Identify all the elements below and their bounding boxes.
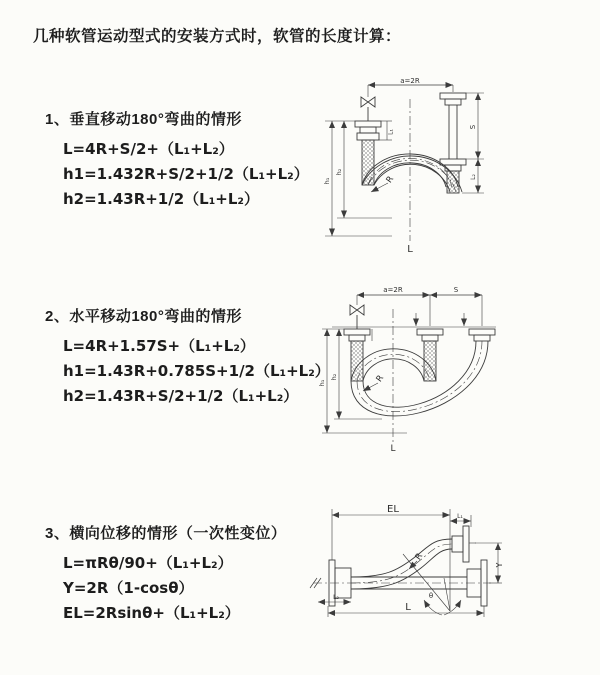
section-horizontal-180: [45, 305, 330, 408]
formula-line: h2=1.43R+S/2+1/2（L₁+L₂）: [63, 387, 299, 405]
right-pipe-fitting: [469, 329, 495, 341]
section-2-heading: 2、水平移动180°弯曲的情形: [45, 308, 242, 325]
dim-label-l1: L₁: [457, 513, 463, 520]
valve-icon: [350, 295, 364, 329]
valve-icon: [361, 85, 375, 121]
upper-right-flange: [452, 526, 476, 562]
hose-small-u: [351, 349, 436, 381]
radius-leader: [363, 383, 378, 391]
dim-label-s: S: [453, 286, 459, 294]
hose-s-curve: [351, 539, 452, 589]
dim-label-l2: L₂: [333, 594, 339, 601]
diagram-horizontal-180-bend: [312, 283, 600, 458]
formula-line: h1=1.432R+S/2+1/2（L₁+L₂）: [63, 165, 309, 183]
dim-h1-h2: [325, 121, 392, 236]
formula-line: L=4R+1.57S+（L₁+L₂）: [63, 337, 255, 355]
dim-label-y: Y: [495, 562, 504, 568]
dim-label-h1: h₁: [318, 379, 326, 387]
section-1-heading: 1、垂直移动180°弯曲的情形: [45, 111, 242, 128]
formula-line: EL=2Rsinθ+（L₁+L₂）: [63, 604, 240, 622]
formula-line: L=πRθ/90+（L₁+L₂）: [63, 554, 233, 572]
dim-label-el: EL: [387, 504, 399, 515]
dim-label-a2r: a=2R: [400, 77, 420, 85]
dim-label-a2r: a=2R: [383, 286, 403, 294]
dim-label-h1: h₁: [323, 177, 331, 185]
angle-label-theta: θ: [428, 592, 434, 600]
dim-label-l: L: [407, 244, 413, 255]
dim-label-l1: L₁: [387, 129, 395, 135]
dim-label-l2: L₂: [470, 174, 477, 180]
right-pipe-fitting: [440, 93, 466, 193]
page-title: 几种软管运动型式的安装方式时，软管的长度计算：: [33, 28, 402, 45]
radius-leader: [409, 561, 417, 569]
section-3-heading: 3、横向位移的情形（一次性变位）: [45, 525, 287, 542]
formula-line: h2=1.43R+1/2（L₁+L₂）: [63, 190, 259, 208]
dim-label-l: L: [405, 602, 411, 613]
formula-line: Y=2R（1-cosθ）: [63, 579, 194, 597]
dim-a2r: [368, 85, 453, 92]
dim-a2r-s: [357, 295, 482, 326]
dim-label-s: S: [469, 124, 477, 130]
diagram-vertical-180-bend: [312, 75, 590, 255]
construction-lines: [403, 509, 450, 611]
formula-line: L=4R+S/2+（L₁+L₂）: [63, 140, 234, 158]
dim-el: [332, 509, 450, 563]
dim-label-r: R: [413, 551, 426, 563]
section-lateral-displacement: [45, 522, 330, 625]
section-vertical-180: [45, 108, 330, 211]
diagram-lateral-displacement: [305, 498, 600, 658]
dim-label-r: R: [384, 174, 397, 186]
dim-label-h2: h₂: [335, 168, 343, 176]
dim-label-l: L: [390, 444, 396, 454]
hose-big-u: [351, 341, 488, 416]
dim-label-r: R: [374, 373, 387, 385]
dim-label-h2: h₂: [330, 373, 338, 381]
formula-line: h1=1.43R+0.785S+1/2（L₁+L₂）: [63, 362, 330, 380]
